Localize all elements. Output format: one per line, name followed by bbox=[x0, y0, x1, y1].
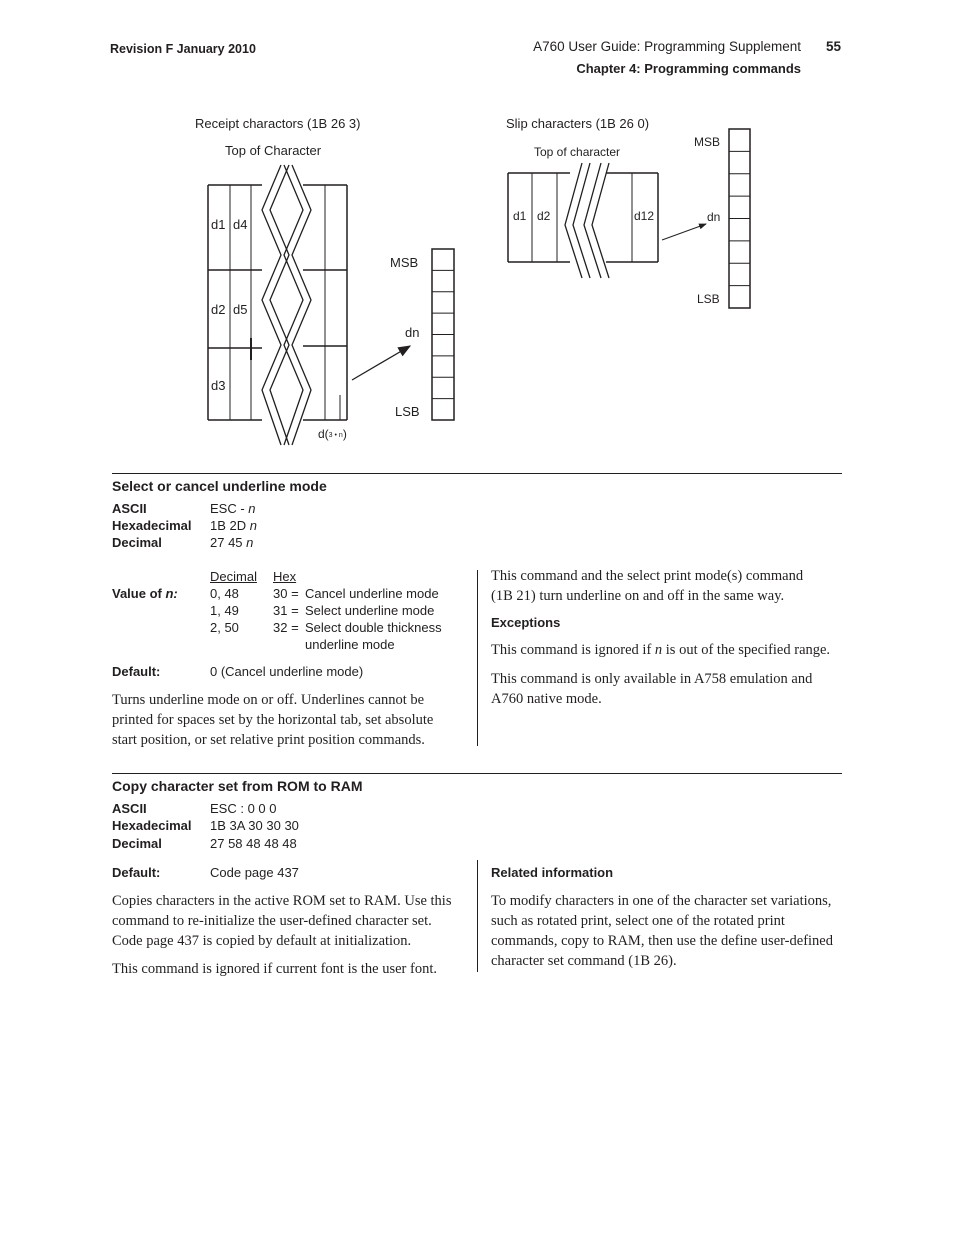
decimal-label: Decimal bbox=[112, 535, 162, 550]
row-dec-0: 0, 48 bbox=[210, 586, 239, 601]
default-label-2: Default: bbox=[112, 865, 161, 880]
row-hex-1: 31 = bbox=[273, 603, 299, 618]
default-label: Default: bbox=[112, 664, 161, 679]
slip-cell-d1: d1 bbox=[513, 209, 527, 223]
slip-msb-label: MSB bbox=[694, 135, 721, 149]
section2-title: Copy character set from ROM to RAM bbox=[112, 778, 363, 794]
related-info-text: To modify characters in one of the character set variations, such as rotated print, select one of the rotated print commands, copy to RAM, then use the define user-defined character set command (1B 26). bbox=[491, 893, 833, 969]
receipt-dn-label: dn bbox=[405, 325, 420, 340]
value-of-n-label: Value of n: bbox=[112, 586, 178, 601]
slip-byte-column bbox=[729, 129, 750, 308]
col-hex-header: Hex bbox=[273, 569, 297, 584]
hex-value-2: 1B 3A 30 30 30 bbox=[210, 818, 299, 833]
section1-title: Select or cancel underline mode bbox=[112, 478, 327, 494]
receipt-cell-d3: d3 bbox=[211, 378, 226, 393]
default-value: 0 (Cancel underline mode) bbox=[210, 664, 364, 679]
receipt-caption: Receipt charactors (1B 26 3) bbox=[195, 116, 361, 131]
row-dec-1: 1, 49 bbox=[210, 603, 239, 618]
section2-body: Copies characters in the active ROM set to RAM. Use this command to re-initialize the user-defined character set. Code page 437 is copied by default at initialization. bbox=[112, 893, 452, 949]
ascii-label: ASCII bbox=[112, 501, 147, 516]
section2-body-note: This command is ignored if current font is the user font. bbox=[112, 961, 437, 977]
receipt-cell-d5: d5 bbox=[233, 302, 248, 317]
col-decimal-header: Decimal bbox=[210, 569, 257, 584]
receipt-arrow bbox=[352, 346, 410, 380]
exception-range: This command is ignored if n is out of the specified range. bbox=[491, 642, 831, 658]
decimal-label-2: Decimal bbox=[112, 836, 162, 851]
row-desc-2: Select double thickness bbox=[305, 620, 442, 635]
receipt-msb-label: MSB bbox=[390, 255, 419, 270]
related-info-heading: Related information bbox=[491, 865, 614, 880]
row-desc-0: Cancel underline mode bbox=[305, 586, 439, 601]
slip-arrow bbox=[662, 224, 706, 240]
row-desc-2-cont: underline mode bbox=[305, 637, 395, 652]
slip-lsb-label: LSB bbox=[697, 292, 720, 306]
row-desc-1: Select underline mode bbox=[305, 603, 435, 618]
revision-label: Revision F January 2010 bbox=[110, 42, 256, 56]
character-layout-figure bbox=[0, 0, 954, 460]
slip-cell-d2: d2 bbox=[537, 209, 551, 223]
hex-value: 1B 2D n bbox=[210, 518, 257, 533]
receipt-cell-d1: d1 bbox=[211, 217, 226, 232]
row-dec-2: 2, 50 bbox=[210, 620, 239, 635]
section1-right-text: This command and the select print mode(s) command (1B 21) turn underline on and off in the same way. bbox=[491, 568, 804, 604]
section2-rule bbox=[112, 773, 842, 774]
section1-rule bbox=[112, 473, 842, 474]
row-hex-2: 32 = bbox=[273, 620, 299, 635]
ascii-label-2: ASCII bbox=[112, 801, 147, 816]
slip-dn-label: dn bbox=[707, 210, 721, 224]
slip-top-label: Top of character bbox=[534, 145, 621, 159]
ascii-value: ESC - n bbox=[210, 501, 256, 516]
section1-body: Turns underline mode on or off. Underlines cannot be printed for spaces set by the horizontal tab, set absolute start position, or set relative print position commands. bbox=[112, 692, 434, 748]
receipt-grid bbox=[208, 165, 347, 445]
receipt-lsb-label: LSB bbox=[395, 404, 420, 419]
section1-column-divider bbox=[477, 570, 478, 746]
slip-caption: Slip characters (1B 26 0) bbox=[506, 116, 650, 131]
hex-label: Hexadecimal bbox=[112, 518, 192, 533]
receipt-byte-column bbox=[432, 249, 454, 420]
row-hex-0: 30 = bbox=[273, 586, 299, 601]
default-value-2: Code page 437 bbox=[210, 865, 299, 880]
decimal-value-2: 27 58 48 48 48 bbox=[210, 836, 297, 851]
receipt-top-label: Top of Character bbox=[225, 143, 322, 158]
exceptions-heading: Exceptions bbox=[491, 615, 561, 630]
receipt-dn-formula: d(3 • n) bbox=[318, 427, 347, 441]
guide-title: A760 User Guide: Programming Supplement bbox=[533, 39, 801, 54]
receipt-cell-d4: d4 bbox=[233, 217, 248, 232]
hex-label-2: Hexadecimal bbox=[112, 818, 192, 833]
slip-cell-d12: d12 bbox=[634, 209, 655, 223]
exception-emulation: This command is only available in A758 emulation and A760 native mode. bbox=[491, 671, 813, 707]
section2-column-divider bbox=[477, 860, 478, 972]
page-number: 55 bbox=[826, 39, 842, 54]
chapter-title: Chapter 4: Programming commands bbox=[576, 61, 801, 76]
ascii-value-2: ESC : 0 0 0 bbox=[210, 801, 277, 816]
receipt-cell-d2: d2 bbox=[211, 302, 226, 317]
decimal-value: 27 45 n bbox=[210, 535, 254, 550]
